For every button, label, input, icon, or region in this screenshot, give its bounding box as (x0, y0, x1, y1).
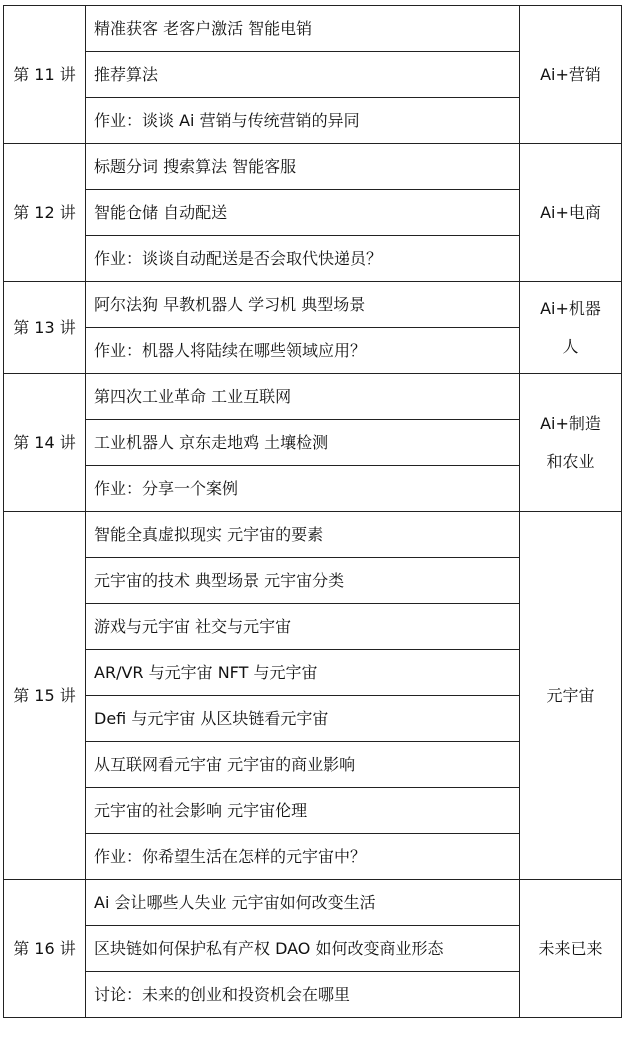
table-row (4, 880, 622, 926)
syllabus-table (3, 5, 622, 1018)
topic-cell: 标题分词 搜索算法 智能客服 (86, 144, 520, 190)
category-label: 未来已来 (538, 938, 603, 958)
category-cell (520, 144, 622, 282)
topic-cell: 元宇宙的技术 典型场景 元宇宙分类 (86, 558, 520, 604)
lecture-label: 第 16 讲 (4, 880, 86, 1018)
topic-cell: 游戏与元宇宙 社交与元宇宙 (86, 604, 520, 650)
syllabus-body (4, 6, 622, 1018)
category-cell (520, 6, 622, 144)
table-row (4, 512, 622, 558)
category-label: 元宇宙 (546, 685, 595, 705)
table-row (4, 374, 622, 420)
topic-cell: Ai 会让哪些人失业 元宇宙如何改变生活 (86, 880, 520, 926)
topic-cell: 从互联网看元宇宙 元宇宙的商业影响 (86, 742, 520, 788)
lecture-label: 第 14 讲 (4, 374, 86, 512)
lecture-label: 第 12 讲 (4, 144, 86, 282)
homework-cell: 作业：你希望生活在怎样的元宇宙中？ (86, 834, 520, 880)
topic-cell: 精准获客 老客户激活 智能电销 (86, 6, 520, 52)
category-cell (520, 880, 622, 1018)
category-cell (520, 374, 622, 512)
topic-cell: 区块链如何保护私有产权 DAO 如何改变商业形态 (86, 926, 520, 972)
topic-cell: 第四次工业革命 工业互联网 (86, 374, 520, 420)
topic-cell: 智能仓储 自动配送 (86, 190, 520, 236)
topic-cell: Defi 与元宇宙 从区块链看元宇宙 (86, 696, 520, 742)
category-label: Ai+电商 (540, 202, 601, 222)
topic-cell: AR/VR 与元宇宙 NFT 与元宇宙 (86, 650, 520, 696)
topic-cell: 阿尔法狗 早教机器人 学习机 典型场景 (86, 282, 520, 328)
table-row (4, 6, 622, 52)
topic-cell: 推荐算法 (86, 52, 520, 98)
category-cell (520, 282, 622, 374)
category-label: Ai+机器人 (540, 298, 601, 356)
lecture-label: 第 11 讲 (4, 6, 86, 144)
topic-cell: 元宇宙的社会影响 元宇宙伦理 (86, 788, 520, 834)
table-row (4, 282, 622, 328)
category-label: Ai+营销 (540, 64, 601, 84)
homework-cell: 作业：机器人将陆续在哪些领域应用？ (86, 328, 520, 374)
homework-cell: 作业：分享一个案例 (86, 466, 520, 512)
homework-cell: 作业：谈谈自动配送是否会取代快递员？ (86, 236, 520, 282)
table-row (4, 144, 622, 190)
category-label: Ai+制造和农业 (540, 413, 601, 471)
homework-cell: 作业：谈谈 Ai 营销与传统营销的异同 (86, 98, 520, 144)
category-cell (520, 512, 622, 880)
lecture-label: 第 15 讲 (4, 512, 86, 880)
discussion-cell: 讨论：未来的创业和投资机会在哪里 (86, 972, 520, 1018)
lecture-label: 第 13 讲 (4, 282, 86, 374)
topic-cell: 智能全真虚拟现实 元宇宙的要素 (86, 512, 520, 558)
topic-cell: 工业机器人 京东走地鸡 土壤检测 (86, 420, 520, 466)
